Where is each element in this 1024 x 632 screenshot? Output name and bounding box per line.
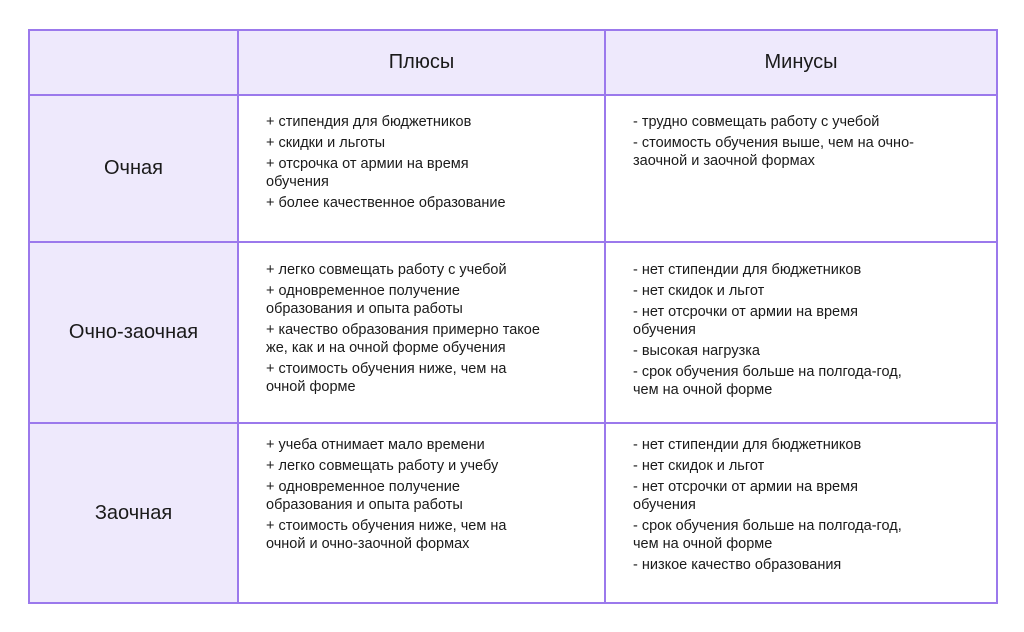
list-item: - нет стипендии для бюджетников [633,262,862,278]
cons-list [633,261,986,399]
pros-cell [238,242,605,423]
list-item: - стоимость обучения выше, чем на очно- заочной и заочной формах [633,135,914,169]
table-row [29,423,997,603]
table-row [29,95,997,242]
list-item: + легко совмещать работу с учебой [266,262,507,278]
list-item: - срок обучения больше на полгода-год, чем на очной форме [633,518,902,552]
pros-cell [238,95,605,242]
header-corner-cell [29,30,238,95]
header-row [29,30,997,95]
list-item: + более качественное образование [266,195,506,211]
list-item: + стоимость обучения ниже, чем на очной и очно-заочной формах [266,518,507,552]
list-item: - нет стипендии для бюджетников [633,437,862,453]
comparison-table [28,29,998,604]
row-label: Очная [29,95,238,242]
list-item: + качество образования примерно такое же, как и на очной форме обучения [266,322,540,356]
table-row [29,242,997,423]
list-item: - высокая нагрузка [633,343,760,359]
cons-cell [605,242,997,423]
list-item: - трудно совмещать работу с учебой [633,114,880,130]
list-item: - нет отсрочки от армии на время обучения [633,304,858,338]
row-label: Заочная [29,423,238,603]
list-item: + отсрочка от армии на время обучения [266,156,469,190]
list-item: + стоимость обучения ниже, чем на очной форме [266,361,507,395]
list-item: - низкое качество образования [633,557,842,573]
cons-cell [605,423,997,603]
list-item: - срок обучения больше на полгода-год, чем на очной форме [633,364,902,398]
list-item: + одновременное получение образования и опыта работы [266,283,463,317]
list-item: + стипендия для бюджетников [266,114,472,130]
pros-list [266,113,594,212]
header-pros: Плюсы [238,30,605,95]
pros-cell [238,423,605,603]
list-item: + легко совмещать работу и учебу [266,458,499,474]
list-item: - нет скидок и льгот [633,458,765,474]
pros-list [266,436,594,553]
list-item: + скидки и льготы [266,135,386,151]
list-item: + одновременное получение образования и опыта работы [266,479,463,513]
pros-list [266,261,594,396]
cons-cell [605,95,997,242]
list-item: - нет отсрочки от армии на время обучения [633,479,858,513]
cons-list [633,436,986,574]
list-item: + учеба отнимает мало времени [266,437,485,453]
cons-list [633,113,986,170]
list-item: - нет скидок и льгот [633,283,765,299]
header-cons: Минусы [605,30,997,95]
row-label: Очно-заочная [29,242,238,423]
